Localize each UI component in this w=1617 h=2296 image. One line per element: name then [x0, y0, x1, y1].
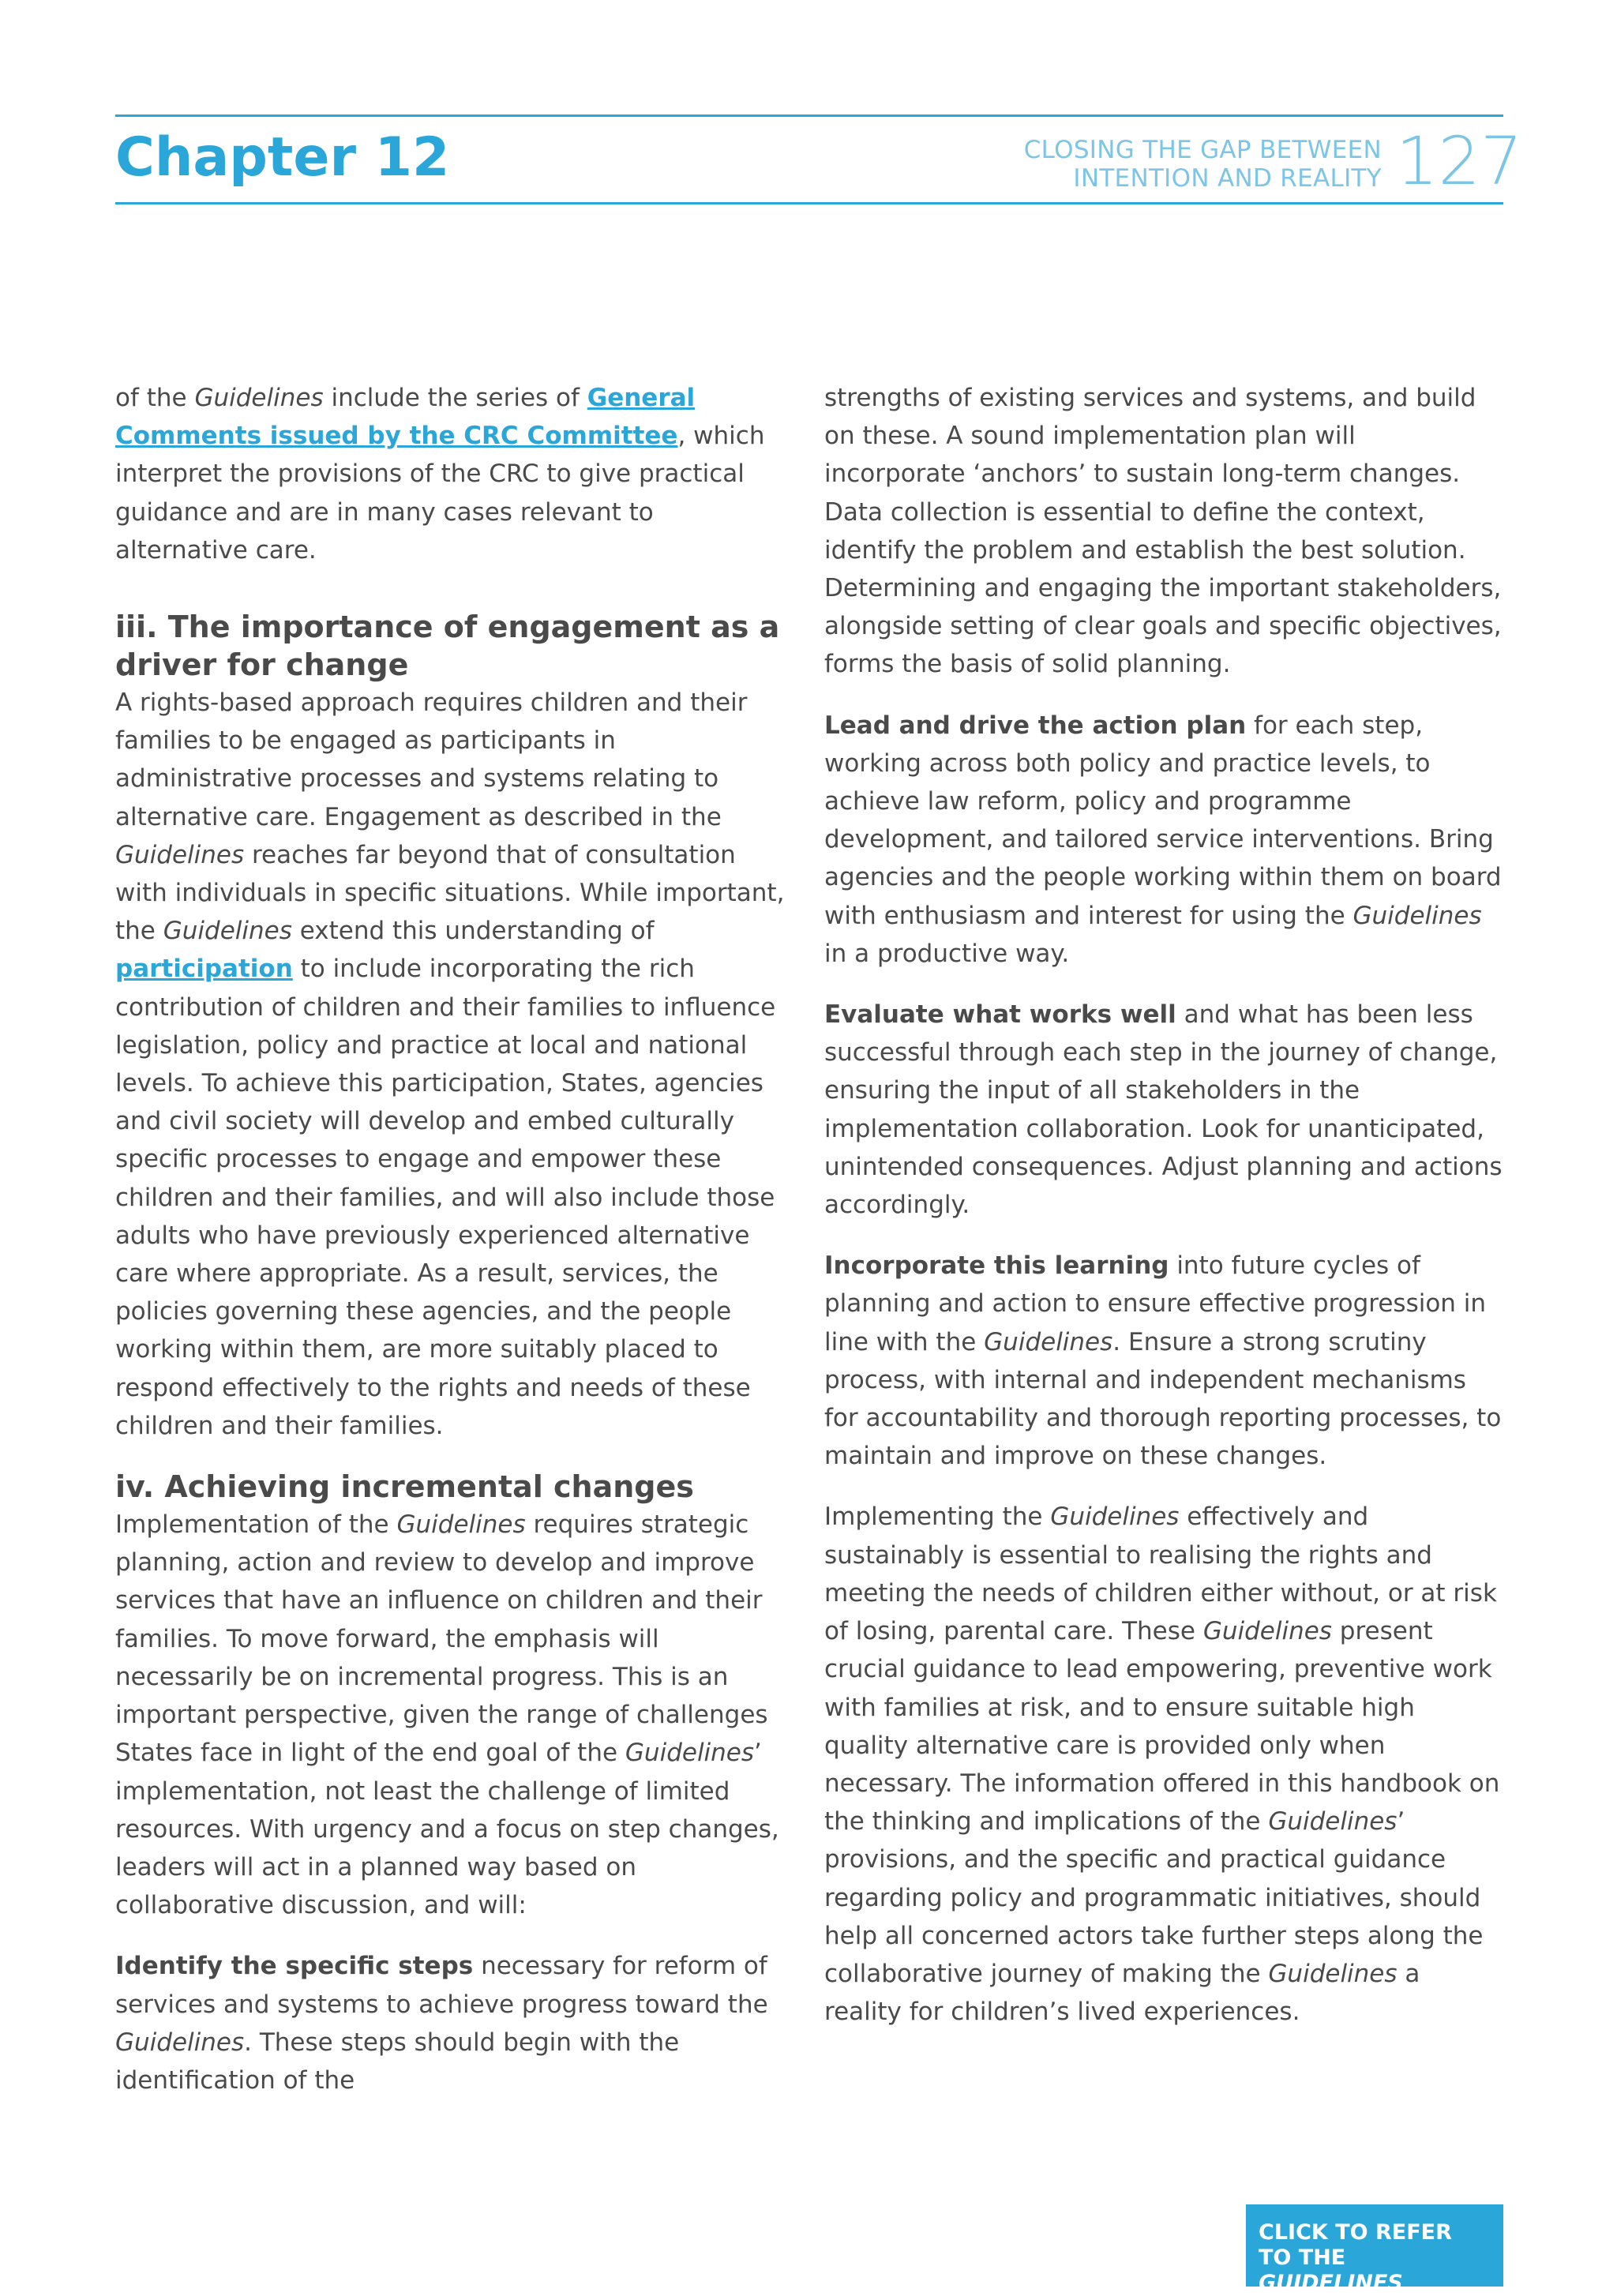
refer-to-guidelines-button[interactable]: [1246, 2204, 1503, 2295]
text: to include incorporating the rich contribution of children and their families to influence legislation, policy and practice at local and national levels. To achieve this participation, States, agencies and civil society will develop and embed culturally specific processes to engage and empower these children and their families, and will also include those adults who have previously experienced alternative care where appropriate. As a result, services, the policies governing these agencies, and the people working within them, are more suitably placed to respond effectively to the rights and needs of these children and their families.: [115, 955, 776, 1440]
participation-link[interactable]: participation: [115, 955, 293, 984]
text-bold: Evaluate what works well: [824, 1000, 1176, 1030]
paragraph-identify-steps: [115, 1947, 786, 2099]
text-bold: Identify the specific steps: [115, 1952, 474, 1981]
text-italic: Guidelines: [163, 917, 292, 946]
text: include the series of: [323, 384, 587, 412]
header-top-rule: [115, 114, 1503, 117]
text-italic: Guidelines: [1353, 901, 1482, 930]
text: reaches far beyond that of consultation with individuals in specific situations. While important, the: [115, 840, 785, 946]
cta-line-2-italic: GUIDELINES: [1259, 2271, 1403, 2295]
text-italic: Guidelines: [194, 384, 324, 412]
text: extend this understanding of: [291, 917, 655, 946]
text: Implementing the: [824, 1503, 1051, 1532]
left-column: [115, 379, 786, 2122]
paragraph-engagement: [115, 684, 786, 1445]
paragraph-conclusion: [824, 1498, 1503, 2031]
section-heading-incremental: iv. Achieving incremental changes: [115, 1469, 694, 1505]
paragraph-evaluate: [824, 996, 1503, 1224]
running-head-line-2: INTENTION AND REALITY: [1073, 164, 1382, 193]
text: and what has been less successful through each step in the journey of change, ensuring the input of all stakeholders in the implementation collaboration. Look for unanticipated, unintended consequences. Adjust planning and actions accordingly.: [824, 1000, 1503, 1220]
text: A rights-based approach requires children and their families to be engaged as participants in administrative processes and systems relating to alternative care. Engagement as described in the: [115, 688, 748, 831]
section-heading-engagement: iii. The importance of engagement as a driver for change: [115, 610, 780, 683]
page-number: 127: [1396, 122, 1523, 200]
text-italic: Guidelines: [1268, 1807, 1398, 1836]
paragraph-strengths: strengths of existing services and systems, and build on these. A sound implementation plan will incorporate ‘anchors’ to sustain long-term changes. Data collection is essential to define the context, identify the problem and establish the best solution. Determining and engaging the important stakeholders, alongside setting of clear goals and specific objectives, forms the basis of solid planning.: [824, 384, 1502, 679]
text: ’ implementation, not least the challenge of limited resources. With urgency and a focus on step changes, leaders will act in a planned way based on collaborative discussion, and will:: [115, 1739, 779, 1920]
text: a reality for children’s lived experiences.: [824, 1959, 1420, 2027]
paragraph-general-comments: [115, 379, 786, 569]
text-italic: Guidelines: [115, 840, 245, 869]
text-bold: Lead and drive the action plan: [824, 711, 1247, 740]
running-head: [829, 136, 1382, 193]
text-italic: Guidelines: [115, 2028, 245, 2057]
text: present crucial guidance to lead empowering, preventive work with families at risk, and to ensure suitable high quality alternative care is provided only when necessary. The information offered in this handbook on the thinking and implications of the: [824, 1617, 1500, 1836]
text: in a productive way.: [824, 939, 1070, 968]
text: for each step, working across both policy and practice levels, to achieve law reform, policy and programme development, and tailored service interventions. Bring agencies and the people working within them on board with enthusiasm and interest for using the: [824, 711, 1502, 930]
chapter-title: Chapter 12: [115, 126, 450, 189]
cta-line-2: [1259, 2245, 1489, 2296]
paragraph-incorporate-learning: [824, 1247, 1503, 1475]
text: requires strategic planning, action and review to develop and improve services that have an influence on children and their families. To move forward, the emphasis will necessarily be on incremental progress. This is an important perspective, given the range of challenges States face in light of the end goal of the: [115, 1510, 768, 1768]
text: Implementation of the: [115, 1510, 397, 1540]
cta-line-2-prefix: TO THE: [1259, 2245, 1346, 2270]
text: . These steps should begin with the identification of the: [115, 2028, 680, 2095]
cta-line-1: CLICK TO REFER: [1259, 2220, 1452, 2245]
text: . Ensure a strong scrutiny process, with internal and independent mechanisms for accountability and thorough reporting processes, to maintain and improve on these changes.: [824, 1327, 1502, 1471]
text: , which interpret the provisions of the CRC to give practical guidance and are in many cases relevant to alternative care.: [115, 422, 765, 565]
text-italic: Guidelines: [1202, 1617, 1332, 1646]
text-bold: Incorporate this learning: [824, 1251, 1169, 1281]
text-italic: Guidelines: [1050, 1503, 1180, 1532]
text-italic: Guidelines: [984, 1327, 1113, 1356]
text: necessary for reform of services and systems to achieve progress toward the: [115, 1952, 768, 2019]
text: effectively and sustainably is essential to realising the rights and meeting the needs of children either without, or at risk of losing, parental care. These: [824, 1503, 1497, 1646]
header-bottom-rule: [115, 202, 1503, 204]
paragraph-incremental: [115, 1506, 786, 1924]
text: of the: [115, 384, 195, 412]
text: ’ provisions, and the specific and practical guidance regarding policy and programmatic initiatives, should help all concerned actors take further steps along the collaborative journey of making the: [824, 1807, 1484, 1988]
text-italic: Guidelines: [1268, 1959, 1398, 1988]
paragraph-lead-action-plan: [824, 707, 1503, 973]
general-comments-link[interactable]: General Comments issued by the CRC Committee: [115, 384, 696, 451]
text-italic: Guidelines: [625, 1739, 755, 1768]
running-head-line-1: CLOSING THE GAP BETWEEN: [1023, 136, 1382, 164]
text: into future cycles of planning and action to ensure effective progression in line with the: [824, 1251, 1487, 1356]
text-italic: Guidelines: [396, 1510, 526, 1540]
right-column: [824, 379, 1503, 2054]
